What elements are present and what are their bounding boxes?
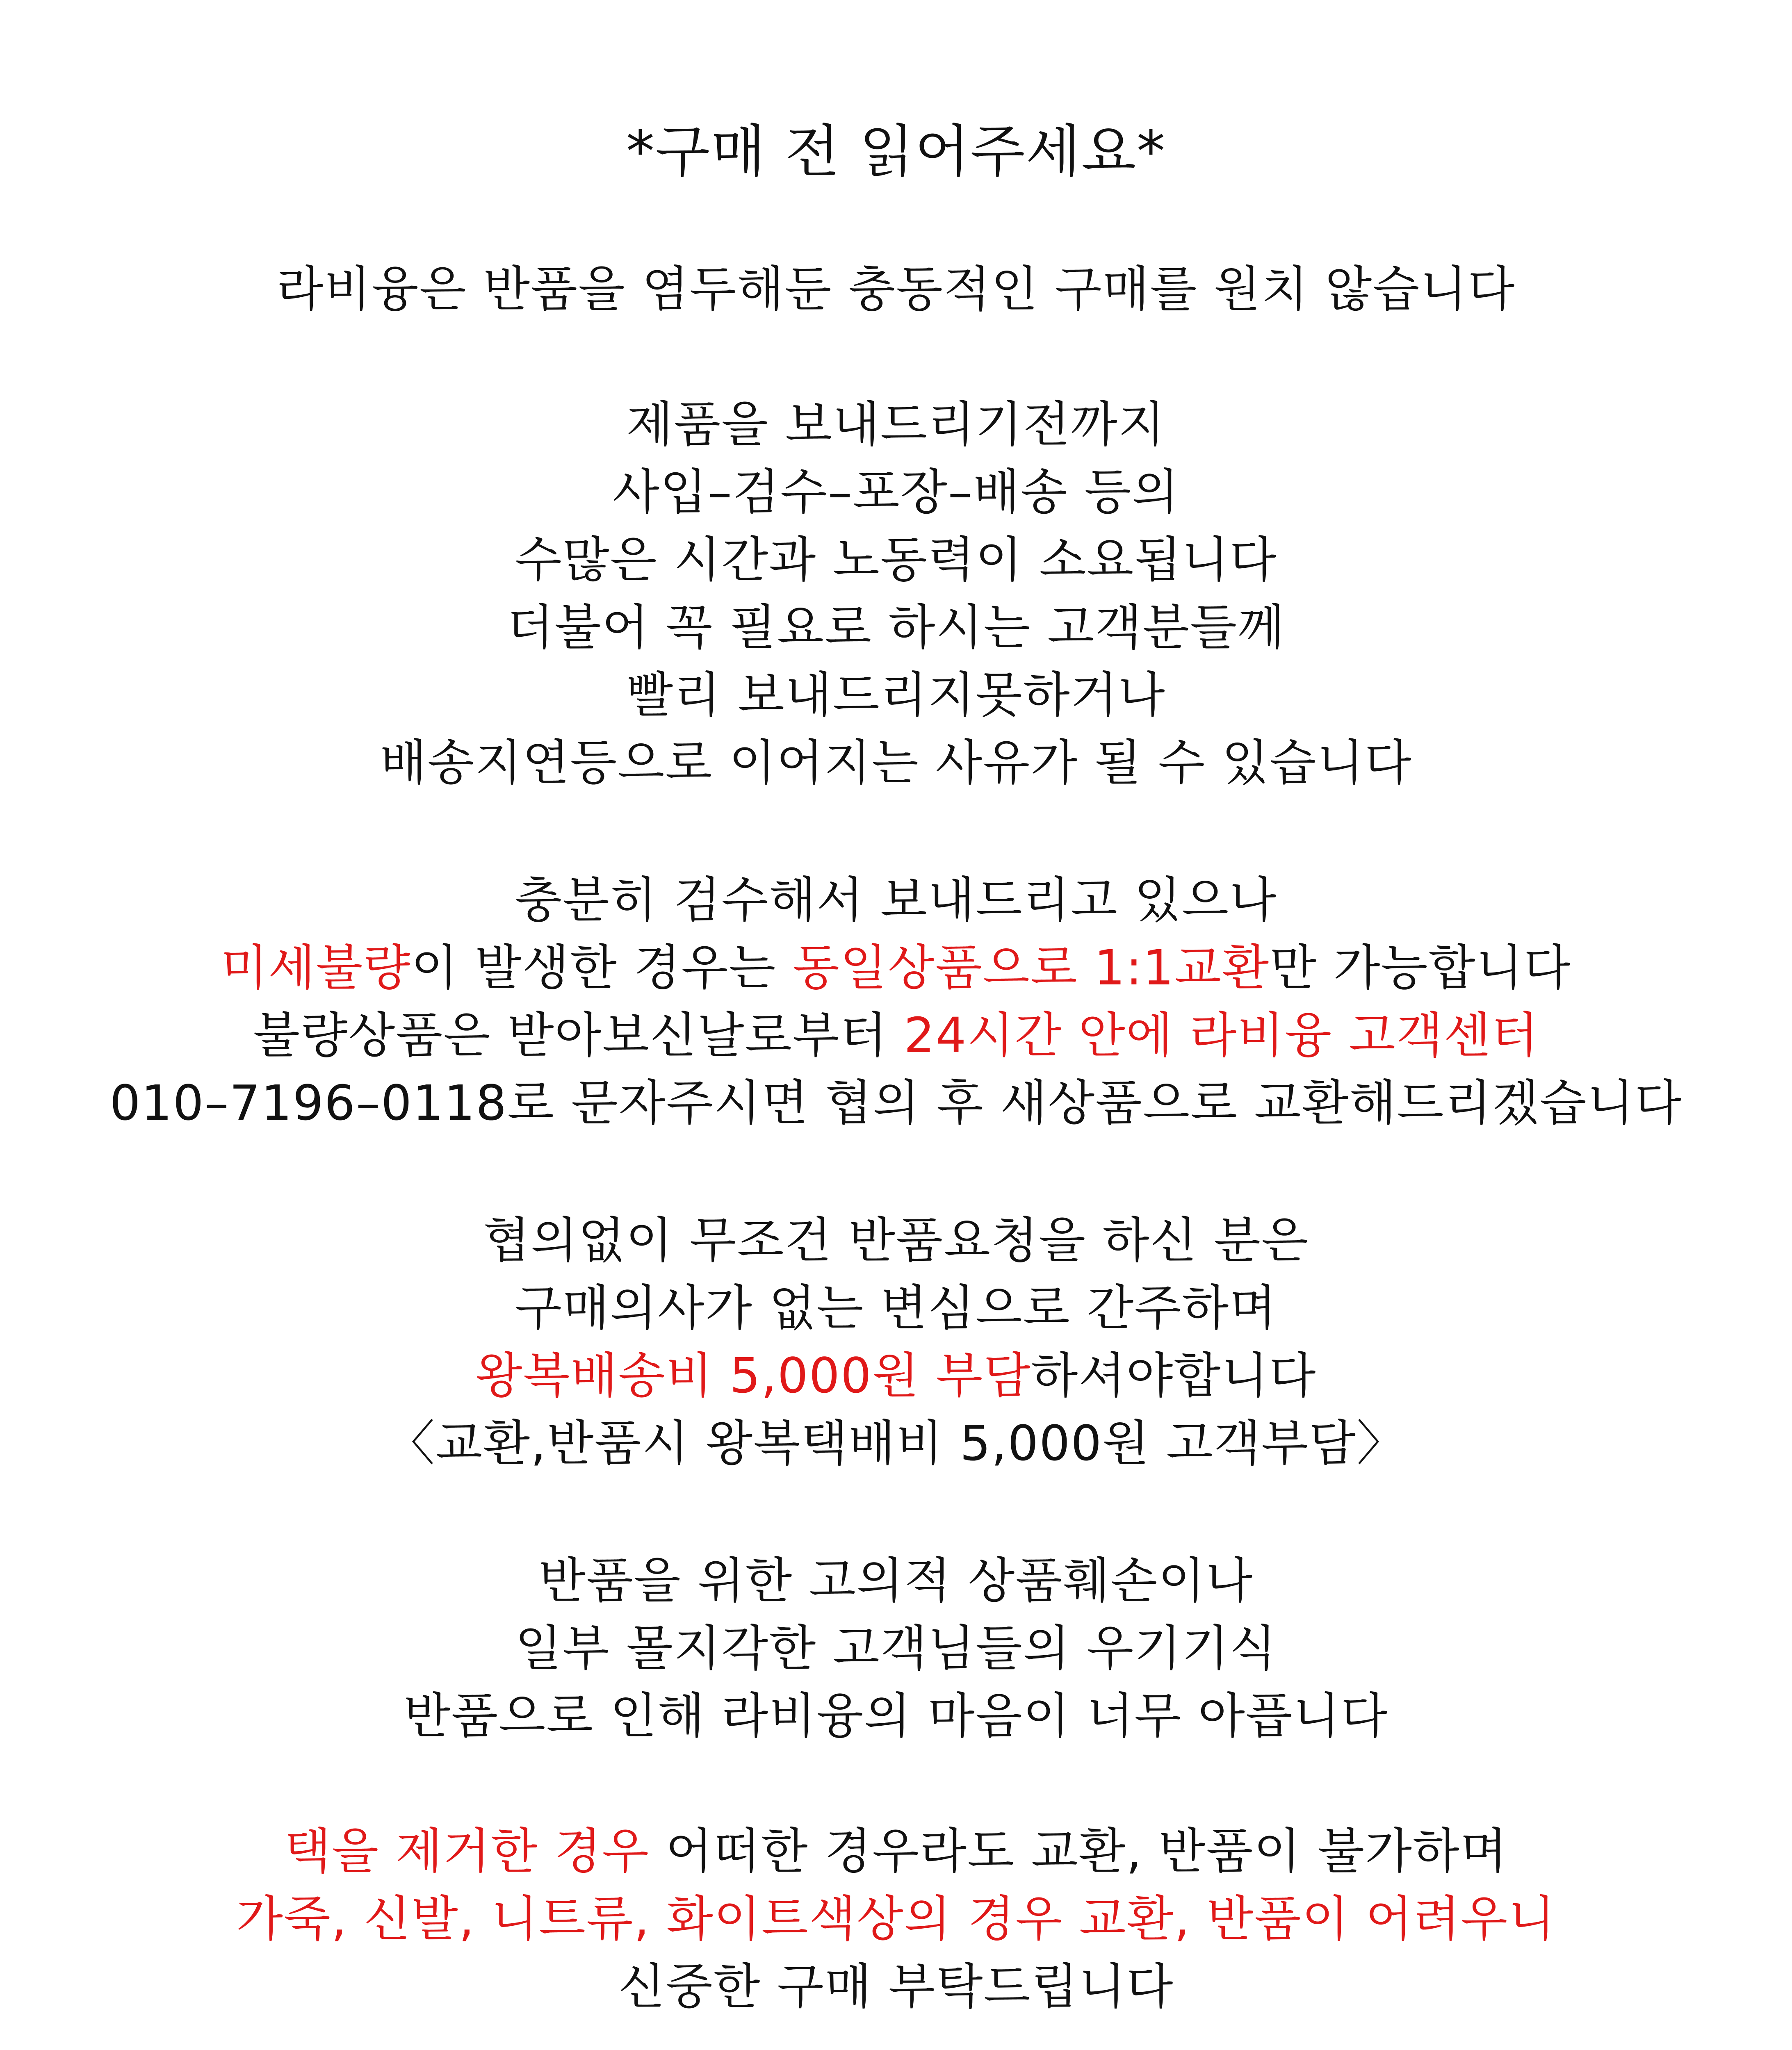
- defect-text: 이 발생한 경우는: [411, 939, 793, 996]
- section2-line1: 충분히 검수해서 보내드리고 있으나: [515, 872, 1277, 928]
- defect-period-text: 불량상품은 받아보신날로부터: [253, 1007, 904, 1064]
- section1-line5: 빨리 보내드리지못하거나: [626, 667, 1166, 723]
- section1-line2: 사입–검수–포장–배송 등의: [612, 464, 1180, 520]
- section1-line4: 더불어 꼭 필요로 하시는 고객분들께: [507, 599, 1285, 656]
- shipping-fee-text: 하셔야합니다: [1031, 1347, 1317, 1404]
- section4-line3: 반품으로 인해 라비융의 마음이 너무 아픕니다: [404, 1688, 1388, 1744]
- tag-removed-highlight: 택을 제거한 경우: [284, 1823, 650, 1879]
- section5-line1: [0, 1820, 1792, 1882]
- section3-line2: 구매의사가 없는 변심으로 간주하며: [515, 1280, 1277, 1336]
- intro-line: 라비융은 반품을 염두해둔 충동적인 구매를 원치 않습니다: [276, 261, 1516, 317]
- defect-highlight: 미세불량: [221, 939, 411, 996]
- tag-removed-text: 어떠한 경우라도 교환, 반품이 불가하며: [650, 1823, 1508, 1879]
- exchange-highlight: 동일상품으로 1:1교환: [792, 939, 1270, 996]
- section1-line6: 배송지연등으로 이어지는 사유가 될 수 있습니다: [380, 734, 1412, 791]
- exchange-text: 만 가능합니다: [1270, 939, 1571, 996]
- section4-line1: 반품을 위한 고의적 상품훼손이나: [538, 1552, 1254, 1609]
- section3-line3: [0, 1345, 1792, 1406]
- section4-line2: 일부 몰지각한 고객님들의 우기기식: [515, 1620, 1277, 1676]
- section2-line4: 010–7196–0118로 문자주시면 협의 후 새상품으로 교환해드리겠습니다: [109, 1075, 1683, 1131]
- section2-line2: [0, 937, 1792, 998]
- shipping-fee-highlight: 왕복배송비 5,000원 부담: [475, 1347, 1031, 1404]
- section5-line3: 신중한 구매 부탁드립니다: [618, 1958, 1174, 2015]
- section1-line3: 수많은 시간과 노동력이 소요됩니다: [515, 531, 1277, 588]
- section1-line1: 제품을 보내드리기전까지: [626, 396, 1166, 453]
- section5-line2: 가죽, 신발, 니트류, 화이트색상의 경우 교환, 반품이 어려우니: [236, 1891, 1556, 1947]
- notice-title: *구매 전 읽어주세요*: [626, 118, 1166, 184]
- section3-line4: 〈교환,반품시 왕복택배비 5,000원 고객부담〉: [386, 1415, 1406, 1471]
- customer-center-highlight: 24시간 안에 라비융 고객센터: [904, 1007, 1539, 1064]
- section2-line3: [0, 1004, 1792, 1066]
- section3-line1: 협의없이 무조건 반품요청을 하신 분은: [483, 1212, 1309, 1269]
